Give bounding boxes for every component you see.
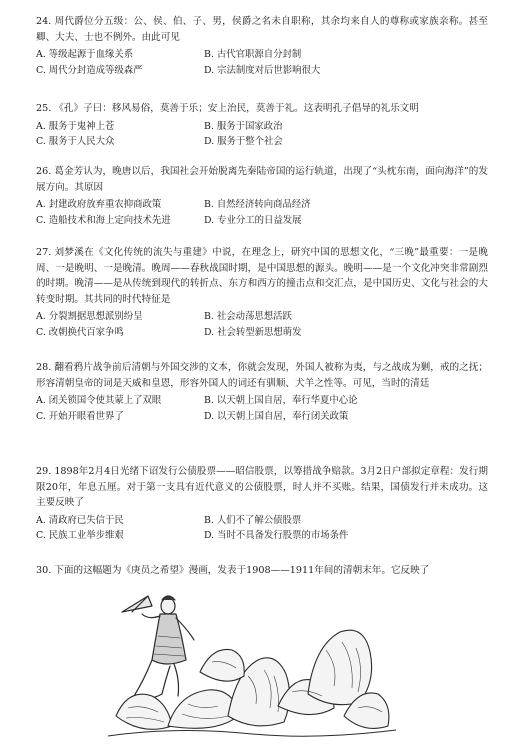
- question-29: [36, 464, 488, 544]
- option-a[interactable]: A. 清政府已失信于民: [36, 514, 124, 526]
- option-list: [36, 119, 488, 150]
- option-c[interactable]: C. 服务于人民大众: [36, 136, 115, 147]
- option-list: [36, 393, 488, 424]
- option-list: [36, 309, 488, 340]
- option-b[interactable]: B. 社会动荡思想活跃: [204, 311, 292, 322]
- question-26: [36, 164, 488, 228]
- option-c[interactable]: C. 周代分封造成等级森严: [36, 64, 143, 76]
- question-25: [36, 101, 488, 150]
- option-list: [36, 47, 488, 78]
- question-stem: 30. 下面的这幅题为《庚员之希望》漫画，发表于1908——1911年间的清朝末年。它反映了: [36, 565, 430, 576]
- option-a[interactable]: A. 等级起源于血缘关系: [36, 49, 134, 60]
- option-a[interactable]: A. 闭关锁国令使其蒙上了双眼: [36, 395, 162, 406]
- question-27: [36, 245, 488, 340]
- option-a[interactable]: A. 服务于鬼神上苍: [36, 120, 115, 132]
- option-d[interactable]: D. 服务于整个社会: [204, 136, 283, 147]
- question-stem: 24. 周代爵位分五级：公、侯、伯、子、男，侯爵之名未自职称，其余均来自人的尊称或家族亲称。甚至卿、大夫、士也不例外。由此可见: [36, 16, 488, 43]
- cartoon-illustration: [108, 576, 396, 746]
- option-b[interactable]: B. 自然经济转向商品经济: [204, 199, 311, 210]
- option-a[interactable]: A. 封建政府放弃重农抑商政策: [36, 199, 162, 210]
- option-c[interactable]: C. 民族工业举步维艰: [36, 530, 124, 541]
- option-list: [36, 513, 488, 544]
- option-d[interactable]: D. 宗法制度对后世影响很大: [204, 64, 321, 76]
- option-c[interactable]: C. 改朝换代百家争鸣: [36, 326, 124, 338]
- option-d[interactable]: D. 当时不具备发行股票的市场条件: [204, 530, 349, 541]
- option-c[interactable]: C. 造船技术和海上定向技术先进: [36, 214, 171, 226]
- question-stem: 25. 《孔》子曰：移风易俗，莫善于乐；安上治民，莫善于礼。这表明孔子倡导的礼乐文明: [36, 103, 419, 114]
- question-stem: 26. 葛金芳认为，晚唐以后，我国社会开始脱离先秦陆帝国的运行轨道，出现了“头枕东南，面向海洋”的发展方向。其原因: [36, 166, 488, 193]
- question-stem: 27. 刘梦溪在《文化传统的流失与重建》中说，在理念上，研究中国的思想文化，“三晚”最重要：一是晚周、一是晚明、一是晚清。晚周——春秋战国时期，是中国思想的源头。晚明——是一个文化冲突非常剧烈的时期。晚清——是从传统到现代的转折点、东方和西方的撞击点和交汇点，是中国历史、文化与社会的大转变时期。其共同的时代特征是: [36, 247, 488, 305]
- option-b[interactable]: B. 以天朝上国自居，奉行华夏中心论: [204, 395, 358, 406]
- option-list: [36, 197, 488, 228]
- question-24: [36, 14, 488, 78]
- question-stem: 28. 翻看鸦片战争前后清朝与外国交涉的文本，你就会发现，外国人被称为夷，与之战成为剿，戒的之抚；形容清朝皇帝的词是天威和皇恩，形容外国人的词还有驯顺、犬羊之性等。可见，当时的清廷: [36, 362, 488, 389]
- option-d[interactable]: D. 专业分工的日益发展: [204, 214, 302, 226]
- option-c[interactable]: C. 开始开眼看世界了: [36, 410, 124, 422]
- option-a[interactable]: A. 分裂割据思想派别纷呈: [36, 311, 143, 322]
- option-b[interactable]: B. 服务于国家政治: [204, 120, 283, 132]
- option-d[interactable]: D. 以天朝上国自居，奉行闭关政策: [204, 410, 349, 422]
- question-stem: 29. 1898年2月4日光绪下诏发行公债股票——昭信股票，以筹措战争赔款。3月2日户部拟定章程：发行期限20年，年息五厘。对于第一支具有近代意义的公债股票，时人并不买账。结果，国债发行并未成功。这主要反映了: [36, 466, 488, 508]
- question-28: [36, 360, 488, 424]
- option-b[interactable]: B. 古代官职源自分封制: [204, 49, 302, 60]
- option-d[interactable]: D. 社会转型新思想萌发: [204, 326, 302, 338]
- option-b[interactable]: B. 人们不了解公债股票: [204, 514, 302, 526]
